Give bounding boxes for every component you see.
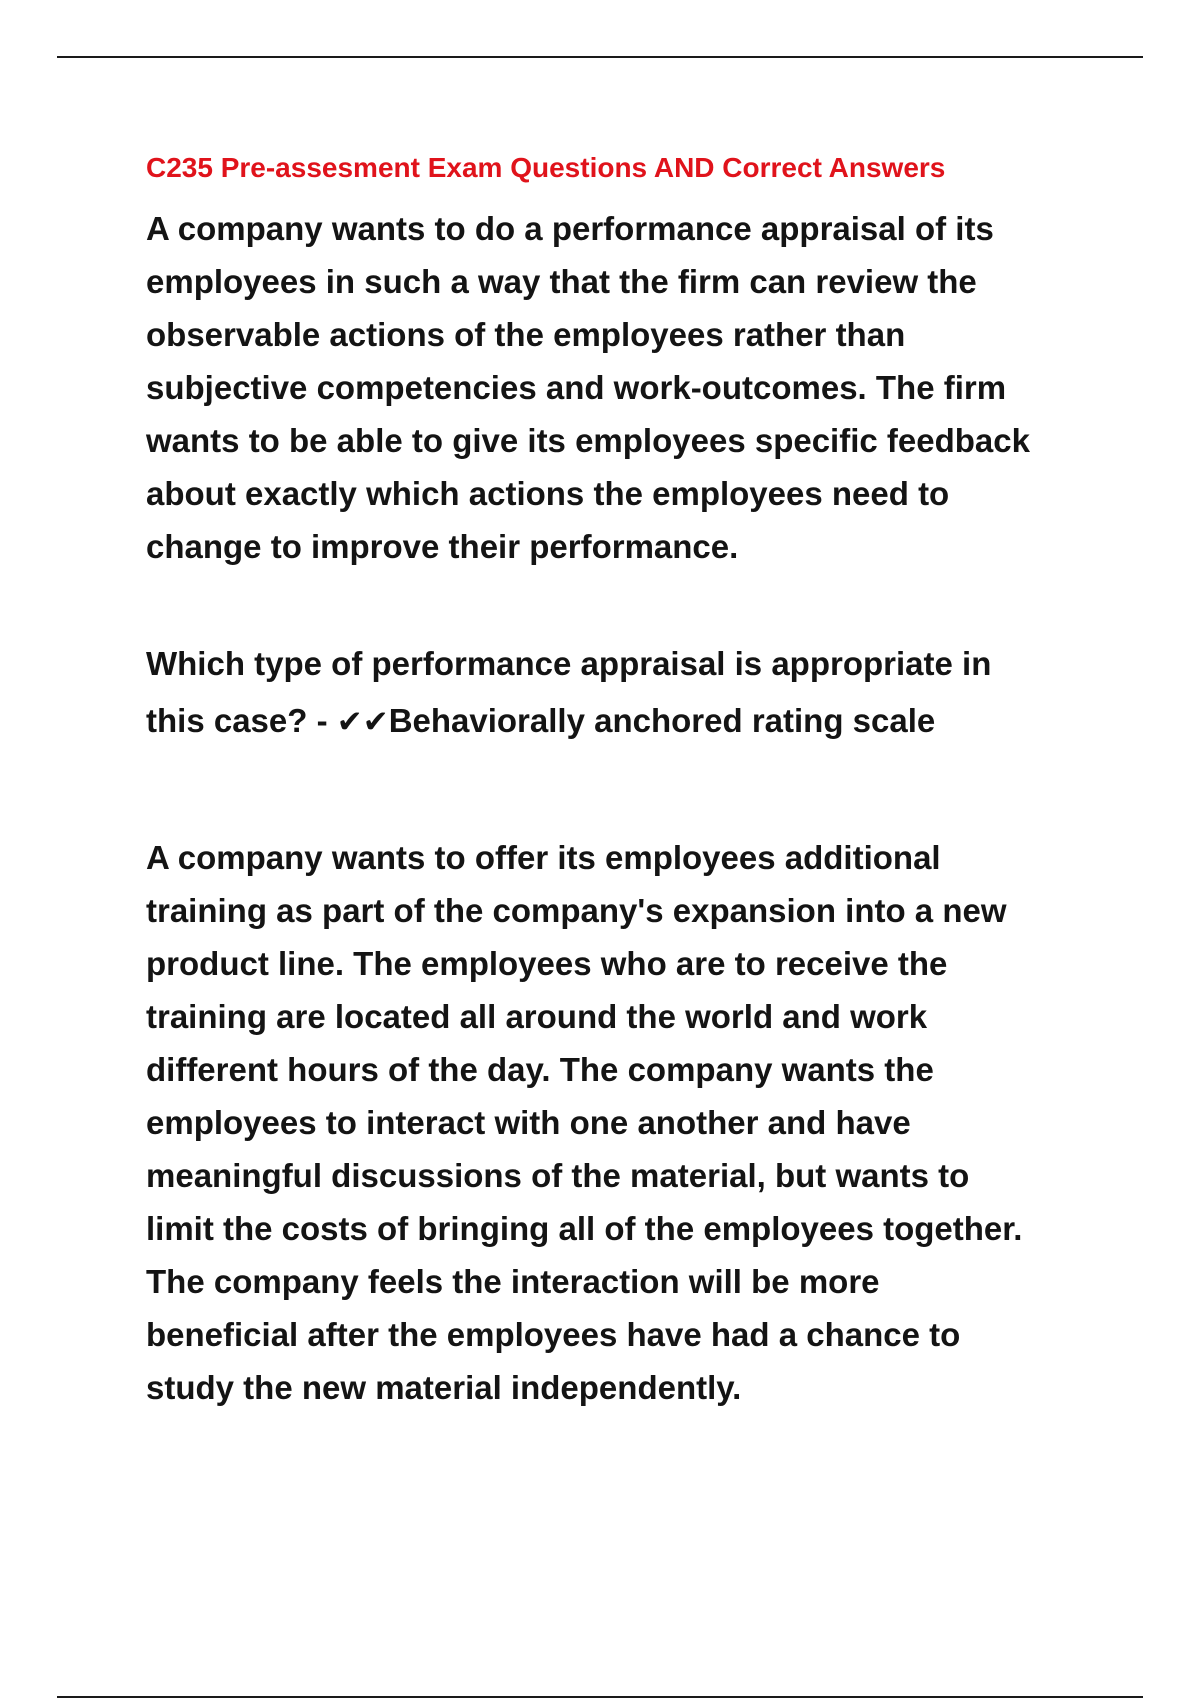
question-2-prefix: this case? - — [146, 702, 337, 739]
question-3-line: product line. The employees who are to receive the — [146, 945, 948, 982]
question-3-line: study the new material independently. — [146, 1369, 742, 1406]
question-3-line: beneficial after the employees have had a chance to — [146, 1316, 961, 1353]
question-3-line: training as part of the company's expansion into a new — [146, 892, 1007, 929]
question-2-line: Which type of performance appraisal is appropriate in — [146, 645, 992, 682]
correct-answer: Behaviorally anchored rating scale — [388, 702, 936, 739]
question-3-line: A company wants to offer its employees additional — [146, 839, 941, 876]
question-1-text — [146, 202, 1146, 573]
question-2-text — [146, 637, 1146, 749]
question-1-line: observable actions of the employees rather than — [146, 316, 906, 353]
question-2-answer-line — [146, 694, 1146, 749]
document-body — [146, 148, 1146, 1414]
question-3-line: training are located all around the world and work — [146, 998, 928, 1035]
question-3-line: employees to interact with one another and have — [146, 1104, 911, 1141]
question-1-line: subjective competencies and work-outcomes. The firm — [146, 369, 1007, 406]
question-1-line: employees in such a way that the firm can review the — [146, 263, 977, 300]
document-title: C235 Pre-assesment Exam Questions AND Correct Answers — [146, 152, 946, 183]
question-1-line: A company wants to do a performance appraisal of its — [146, 210, 994, 247]
question-3-text — [146, 831, 1146, 1414]
question-1-line: change to improve their performance. — [146, 528, 739, 565]
question-3-line: The company feels the interaction will be more — [146, 1263, 880, 1300]
question-3-line: limit the costs of bringing all of the employees together. — [146, 1210, 1023, 1247]
question-1-line: wants to be able to give its employees specific feedback — [146, 422, 1030, 459]
question-1-line: about exactly which actions the employees need to — [146, 475, 950, 512]
question-3-line: meaningful discussions of the material, but wants to — [146, 1157, 970, 1194]
bottom-divider — [57, 1696, 1143, 1698]
double-check-icon: ✔✔ — [336, 704, 389, 740]
question-3-line: different hours of the day. The company wants the — [146, 1051, 934, 1088]
top-divider — [57, 56, 1143, 58]
